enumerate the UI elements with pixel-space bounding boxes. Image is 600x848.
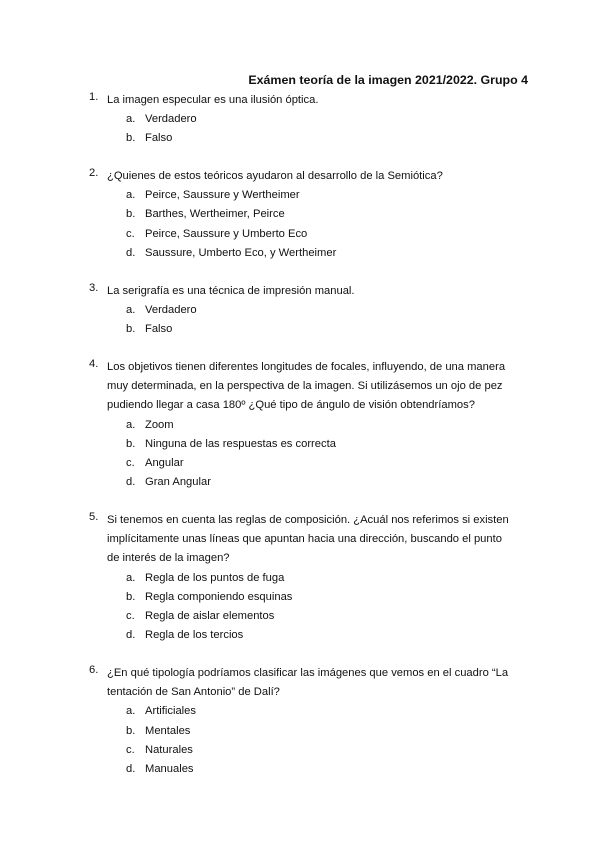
- option-text: Verdadero: [145, 304, 197, 317]
- option-letter: a.: [126, 705, 136, 718]
- option-text: Ninguna de las respuestas es correcta: [145, 437, 336, 450]
- option-letter: d.: [126, 762, 136, 775]
- option-text: Regla de los puntos de fuga: [145, 571, 285, 584]
- option-text: Verdadero: [145, 113, 197, 126]
- option-letter: d.: [126, 246, 136, 259]
- option-text: Falso: [145, 323, 173, 336]
- question-text: ¿Quienes de estos teóricos ayudaron al desarrollo de la Semiótica?: [107, 170, 443, 182]
- question-number: 3.: [89, 282, 99, 294]
- option-letter: b.: [126, 724, 136, 737]
- option-letter: b.: [126, 437, 136, 450]
- question-number: 2.: [89, 167, 99, 179]
- option-letter: b.: [126, 590, 136, 603]
- option-letter: c.: [126, 456, 135, 469]
- option-text: Gran Angular: [145, 476, 211, 489]
- option-letter: b.: [126, 323, 136, 336]
- option-letter: a.: [126, 571, 136, 584]
- question-number: 6.: [89, 664, 99, 676]
- question-text: La serigrafía es una técnica de impresión manual.: [107, 285, 355, 297]
- question-number: 1.: [89, 91, 99, 103]
- option-letter: c.: [126, 609, 135, 622]
- option-letter: a.: [126, 113, 136, 126]
- option-letter: d.: [126, 629, 136, 642]
- option-text: Artificiales: [145, 705, 196, 718]
- option-letter: a.: [126, 304, 136, 317]
- option-letter: b.: [126, 208, 136, 221]
- option-letter: a.: [126, 418, 136, 431]
- option-text: Peirce, Saussure y Wertheimer: [145, 189, 300, 202]
- option-letter: c.: [126, 227, 135, 240]
- option-text: Manuales: [145, 762, 194, 775]
- question-number: 4.: [89, 358, 99, 370]
- option-text: Regla de los tercios: [145, 629, 244, 642]
- question-number: 5.: [89, 511, 99, 523]
- option-text: Saussure, Umberto Eco, y Wertheimer: [145, 246, 337, 259]
- option-text: Zoom: [145, 418, 174, 431]
- question-text: Los objetivos tienen diferentes longitudes de focales, influyendo, de una manera muy determinada, en la perspectiva de la imagen. Si utilizásemos un ojo de pez pudiendo llegar a casa 180º ¿Qué tipo de ángulo de visión obtendríamos?: [107, 361, 506, 412]
- option-text: Regla componiendo esquinas: [145, 590, 293, 603]
- question-text: Si tenemos en cuenta las reglas de composición. ¿Acuál nos referimos si existen implícitamente unas líneas que apuntan hacia una dirección, buscando el punto de interés de la imagen?: [107, 514, 509, 565]
- option-letter: c.: [126, 743, 135, 756]
- question-text: ¿En qué tipología podríamos clasificar las imágenes que vemos en el cuadro “La tentación de San Antonio” de Dalí?: [107, 667, 509, 699]
- option-text: Regla de aislar elementos: [145, 609, 275, 622]
- option-text: Falso: [145, 132, 173, 145]
- option-text: Mentales: [145, 724, 191, 737]
- option-text: Peirce, Saussure y Umberto Eco: [145, 227, 308, 240]
- question-text: La imagen especular es una ilusión óptica.: [107, 94, 319, 106]
- option-text: Naturales: [145, 743, 193, 756]
- option-text: Angular: [145, 456, 184, 469]
- option-letter: a.: [126, 189, 136, 202]
- option-text: Barthes, Wertheimer, Peirce: [145, 208, 285, 221]
- page-title: Exámen teoría de la imagen 2021/2022. Grupo 4: [248, 73, 528, 87]
- option-letter: b.: [126, 132, 136, 145]
- option-letter: d.: [126, 476, 136, 489]
